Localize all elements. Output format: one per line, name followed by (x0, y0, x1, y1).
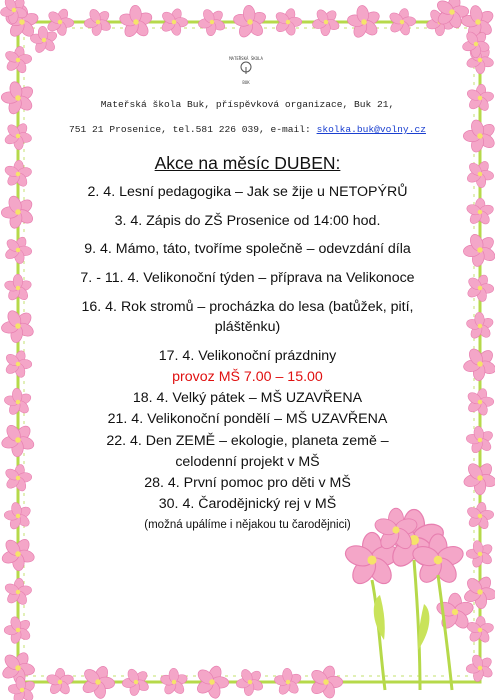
school-logo (226, 56, 266, 85)
header-contact-text: 751 21 Prosenice, tel.581 226 039, e-mail: (69, 124, 317, 135)
event-item: 18. 4. Velký pátek – MŠ UZAVŘENA (132, 390, 363, 406)
logo-text-top: MATEŘSKÁ ŠKOLA (229, 56, 263, 61)
event-item: 9. 4. Mámo, táto, tvoříme společně – odevzdání díla (84, 241, 411, 257)
logo-text-bottom: BUK (242, 80, 250, 85)
event-item: 28. 4. První pomoc pro děti v MŠ (144, 475, 351, 491)
event-item: 16. 4. Rok stromů – procházka do lesa (batůžek, pití, (81, 299, 414, 315)
header-contact-line (40, 124, 455, 135)
event-item: 17. 4. Velikonoční prázdniny (158, 348, 337, 364)
event-item: 30. 4. Čarodějnický rej v MŠ (158, 496, 337, 512)
email-link[interactable]: skolka.buk@volny.cz (316, 124, 426, 135)
event-item: 2. 4. Lesní pedagogika – Jak se žije u NETOPÝRŮ (87, 184, 408, 200)
tree-logo-icon (236, 61, 256, 75)
event-note: (možná upálíme i nějakou tu čarodějnici) (144, 519, 351, 531)
event-item: 3. 4. Zápis do ZŠ Prosenice od 14:00 hod. (114, 213, 381, 229)
event-item-highlight: provoz MŠ 7.00 – 15.00 (172, 369, 323, 385)
event-item-continuation: celodenní projekt v MŠ (175, 454, 320, 470)
event-item: 22. 4. Den ZEMĚ – ekologie, planeta země – (106, 433, 389, 449)
page-title: Akce na měsíc DUBEN: (154, 153, 341, 173)
event-item-continuation: pláštěnku) (214, 319, 281, 335)
header-address-line: Mateřská škola Buk, příspěvková organizace, Buk 21, (100, 99, 395, 110)
event-item: 7. - 11. 4. Velikonoční týden – příprava na Velikonoce (80, 270, 415, 286)
event-item: 21. 4. Velikonoční pondělí – MŠ UZAVŘENA (107, 411, 388, 427)
